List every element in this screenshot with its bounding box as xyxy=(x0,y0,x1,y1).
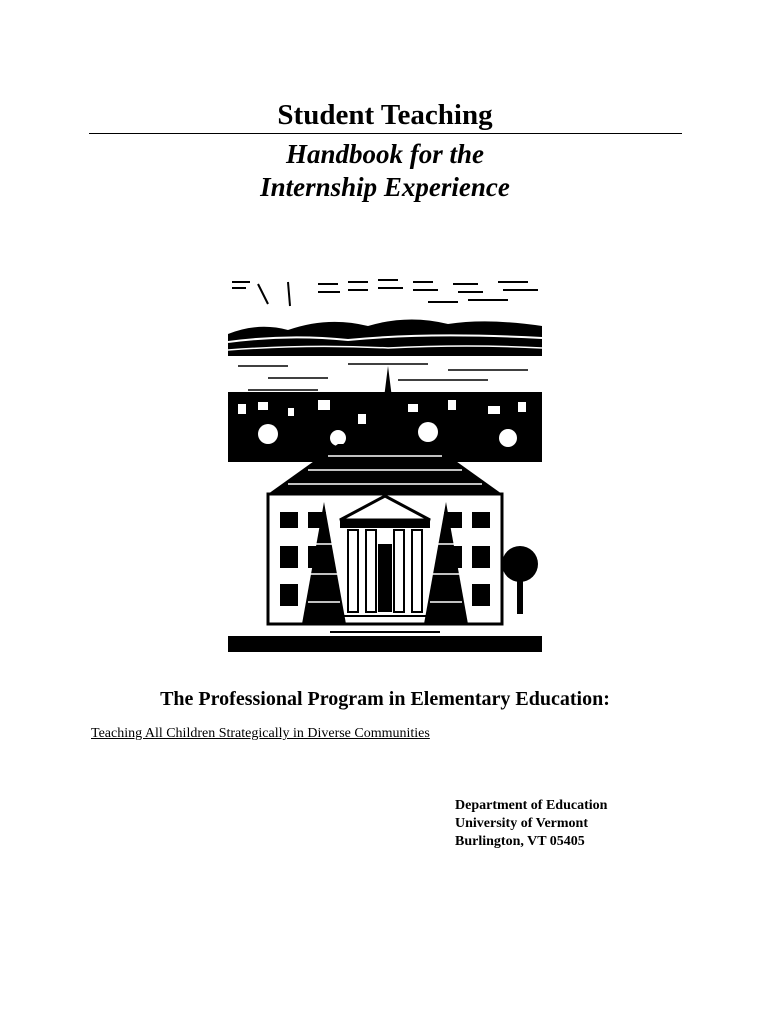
title-rule xyxy=(89,133,682,134)
campus-woodcut-illustration xyxy=(228,274,542,652)
city-state-zip: Burlington, VT 05405 xyxy=(455,834,585,849)
subtitle-line-2: Internship Experience xyxy=(260,172,510,202)
subtitle-line-1: Handbook for the xyxy=(285,139,485,169)
program-title: The Professional Program in Elementary Education: xyxy=(160,688,610,710)
department-name: Department of Education xyxy=(455,798,608,813)
handbook-subtitle xyxy=(0,138,770,204)
university-name: University of Vermont xyxy=(455,816,588,831)
department-address xyxy=(455,797,607,851)
program-subtitle: Teaching All Children Strategically in Diverse Communities xyxy=(91,726,430,741)
handbook-title: Student Teaching xyxy=(277,99,493,131)
